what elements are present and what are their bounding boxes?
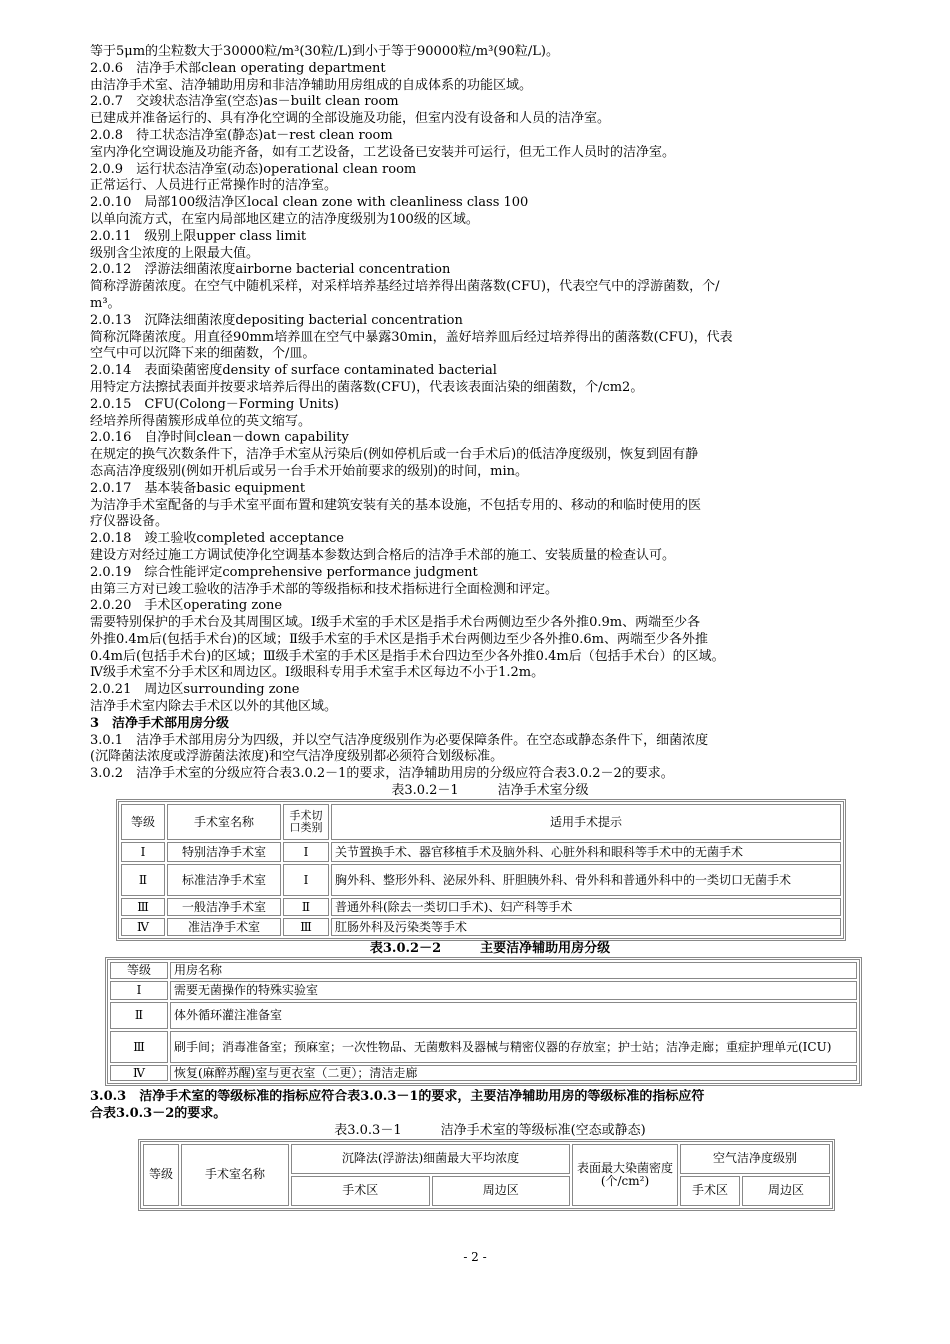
table-row [110,1031,857,1063]
text-line: 3.0.3 洁净手术室的等级标准的指标应符合表3.0.3－1的要求，主要洁净辅助用房的等级标准的指标应符 [90,1089,705,1105]
table-cell: 标准洁净手术室 [167,864,281,896]
header-cell: 等级 [121,804,165,840]
table-cell: Ⅳ [110,1065,168,1081]
header-cell: 等级 [110,962,168,979]
table-cell: 一般洁净手术室 [167,898,281,916]
definitions-block [90,44,890,716]
text-line: 正常运行、人员进行正常操作时的洁净室。 [90,178,338,194]
table-cell: Ⅲ [121,898,165,916]
text-line: 3.0.2 洁净手术室的分级应符合表3.0.2－1的要求，洁净辅助用房的分级应符合表3.0.2－2的要求。 [90,766,674,782]
table-header-row [143,1144,830,1174]
text-line: 2.0.14 表面染菌密度density of surface contaminated bacterial [90,363,497,379]
table-cell: 需要无菌操作的特殊实验室 [170,981,857,1000]
text-line: 2.0.12 浮游法细菌浓度airborne bacterial concentration [90,262,451,278]
text-line: 2.0.6 洁净手术部clean operating department [90,60,386,76]
text-line: 洁净手术室内除去手术区以外的其他区域。 [90,699,338,715]
table-cell: 肛肠外科及污染类等手术 [331,918,841,936]
text-line: 2.0.11 级别上限upper class limit [90,228,307,244]
text-line: 用特定方法擦拭表面并按要求培养后得出的菌落数(CFU)，代表该表面沾染的细菌数，个/cm2。 [90,379,644,395]
text-line: 2.0.19 综合性能评定comprehensive performance judgment [90,564,478,580]
text-line: 室内净化空调设施及功能齐备，如有工艺设备，工艺设备已安装并可运行，但无工作人员时的洁净室。 [90,144,676,160]
section-3-clauses [90,733,890,783]
text-line: 等于5μm的尘粒数大于30000粒/m³(30粒/L)到小于等于90000粒/m³(90粒/L)。 [90,44,559,59]
operating-room-standard-table [138,1139,835,1211]
table-caption: 表3.0.2－2 主要洁净辅助用房分级 [369,941,611,957]
text-line: 以单向流方式，在室内局部地区建立的洁净度级别为100级的区域。 [90,211,479,227]
table-caption: 表3.0.2－1 洁净手术室分级 [391,783,589,799]
table-header-row [121,804,841,840]
table-cell: 特别洁净手术室 [167,842,281,862]
table-caption: 表3.0.3－1 洁净手术室的等级标准(空态或静态) [334,1122,646,1138]
text-line: 2.0.18 竣工验收completed acceptance [90,531,344,547]
text-line: 2.0.9 运行状态洁净室(动态)operational clean room [90,161,417,177]
text-line: 简称浮游菌浓度。在空气中随机采样，对采样培养基经过培养得出菌落数(CFU)，代表空气中的浮游菌数，个/ [90,279,720,295]
text-line: 2.0.15 CFU(Colong－Forming Units) [90,396,339,412]
text-line: 疗仪器设备。 [90,514,169,530]
table-row [110,1002,857,1029]
table-cell: 普通外科(除去一类切口手术)、妇产科等手术 [331,898,841,916]
header-cell: 手术室名称 [167,804,281,840]
text-line: 2.0.7 交竣状态洁净室(空态)as－built clean room [90,94,399,110]
table-row [110,981,857,1000]
header-cell: 周边区 [432,1176,571,1206]
text-line: 由第三方对已竣工验收的洁净手术部的等级指标和技术指标进行全面检测和评定。 [90,581,559,597]
table-cell: 恢复(麻醉苏醒)室与更衣室（二更）；清洁走廊 [170,1065,857,1081]
text-line: 建设方对经过施工方调试使净化空调基本参数达到合格后的洁净手术部的施工、安装质量的检查认可。 [90,547,676,563]
header-cell: 空气洁净度级别 [680,1144,830,1174]
table-cell: Ⅱ [110,1002,168,1029]
text-line: 2.0.20 手术区operating zone [90,598,283,614]
text-line: m³。 [90,295,121,311]
text-line: 需要特别保护的手术台及其周围区域。Ⅰ级手术室的手术区是指手术台两侧边至少各外推0.9m、两端至少各 [90,615,701,631]
text-line: 已建成并准备运行的、具有净化空调的全部设施及功能，但室内没有设备和人员的洁净室。 [90,111,611,127]
text-line: 2.0.10 局部100级洁净区local clean zone with cleanliness class 100 [90,195,529,211]
table-row [121,864,841,896]
text-line: 3.0.1 洁净手术部用房分为四级，并以空气洁净度级别作为必要保障条件。在空态或静态条件下，细菌浓度 [90,732,709,748]
header-cell: 手术区 [680,1176,740,1206]
table-cell: 胸外科、整形外科、泌尿外科、肝胆胰外科、骨外科和普通外科中的一类切口无菌手术 [331,864,841,896]
table-cell: 刷手间；消毒准备室；预麻室；一次性物品、无菌敷料及器械与精密仪器的存放室；护士站；洁净走廊；重症护理单元(ICU) [170,1031,857,1063]
table-cell: 体外循环灌注准备室 [170,1002,857,1029]
header-cell: 手术室名称 [181,1144,289,1206]
table-row [121,898,841,916]
text-line: 2.0.8 待工状态洁净室(静态)at－rest clean room [90,127,393,143]
text-line: 态高洁净度级别(例如开机后或另一台手术开始前要求的级别)的时间，min。 [90,463,529,479]
text-line: Ⅳ级手术室不分手术区和周边区。Ⅰ级眼科专用手术室手术区每边不小于1.2m。 [90,665,545,681]
table-cell: 准洁净手术室 [167,918,281,936]
text-line: 为洁净手术室配备的与手术室平面布置和建筑安装有关的基本设施，不包括专用的、移动的和临时使用的医 [90,497,702,513]
text-line: 合表3.0.3－2的要求。 [90,1105,227,1121]
header-cell: 表面最大染菌密度(个/cm²) [572,1144,678,1206]
header-cell: 手术区 [291,1176,430,1206]
table-cell: Ⅳ [121,918,165,936]
header-cell: 用房名称 [170,962,857,979]
header-cell: 适用手术提示 [331,804,841,840]
operating-room-grade-table [116,799,846,941]
text-line: 由洁净手术室、洁净辅助用房和非洁净辅助用房组成的自成体系的功能区域。 [90,77,533,93]
section-heading: 3 洁净手术部用房分级 [90,715,230,731]
page-number: - 2 - [463,1250,487,1264]
text-line: 级别含尘浓度的上限最大值。 [90,245,260,261]
table-cell: Ⅱ [283,898,329,916]
header-cell: 手术切口类别 [283,804,329,840]
text-line: 2.0.16 自净时间clean－down capability [90,430,349,446]
table-row [121,918,841,936]
text-line: 简称沉降菌浓度。用直径90mm培养皿在空气中暴露30min，盖好培养皿后经过培养得出的菌落数(CFU)，代表 [90,329,733,345]
text-line: 外推0.4m后(包括手术台)的区域；Ⅱ级手术室的手术区是指手术台两侧边至少各外推0.6m、两端至少各外推 [90,631,708,647]
table-cell: Ⅰ [110,981,168,1000]
text-line: 空气中可以沉降下来的细菌数，个/皿。 [90,346,316,362]
table-header-row [110,962,857,979]
table-cell: Ⅰ [283,842,329,862]
document-page [90,44,890,1211]
clause-3-0-3 [90,1089,890,1123]
table-cell: 关节置换手术、器官移植手术及脑外科、心脏外科和眼科等手术中的无菌手术 [331,842,841,862]
text-line: 2.0.17 基本装备basic equipment [90,480,306,496]
auxiliary-room-grade-table [105,957,862,1086]
header-cell: 等级 [143,1144,179,1206]
text-line: 2.0.21 周边区surrounding zone [90,682,300,698]
table-cell: Ⅲ [110,1031,168,1063]
table-cell: Ⅱ [121,864,165,896]
table-row [110,1065,857,1081]
header-cell: 周边区 [742,1176,830,1206]
text-line: 经培养所得菌簇形成单位的英文缩写。 [90,413,312,429]
header-cell: 沉降法(浮游法)细菌最大平均浓度 [291,1144,570,1174]
text-line: 0.4m后(包括手术台)的区域；Ⅲ级手术室的手术区是指手术台四边至少各外推0.4m后（包括手术台）的区域。 [90,648,725,664]
table-cell: Ⅰ [283,864,329,896]
table-row [121,842,841,862]
text-line: 2.0.13 沉降法细菌浓度depositing bacterial concentration [90,312,463,328]
table-cell: Ⅲ [283,918,329,936]
table-cell: Ⅰ [121,842,165,862]
text-line: 在规定的换气次数条件下，洁净手术室从污染后(例如停机后或一台手术后)的低洁净度级别，恢复到固有静 [90,447,699,463]
text-line: (沉降菌法浓度或浮游菌法浓度)和空气洁净度级别都必须符合划级标准。 [90,749,504,765]
